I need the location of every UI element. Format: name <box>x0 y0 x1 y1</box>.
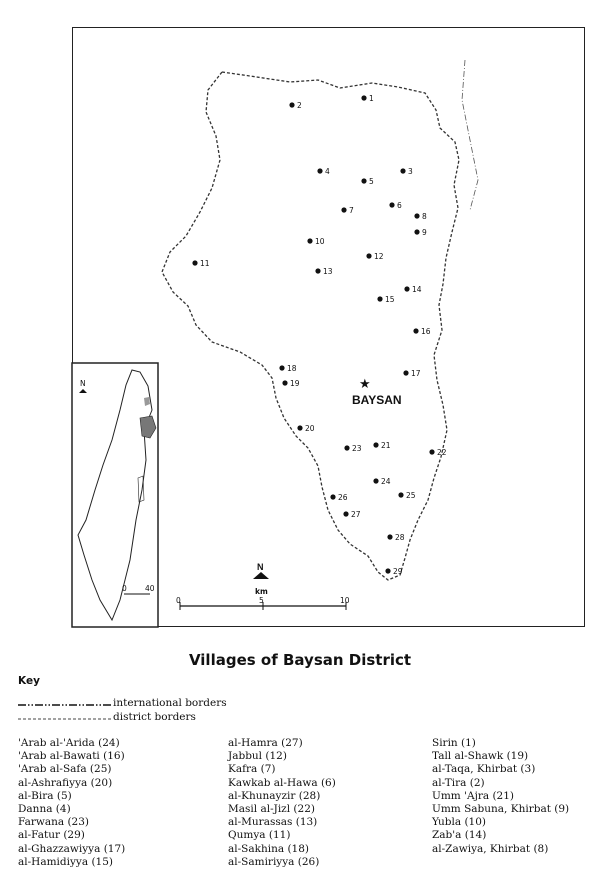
village-marker-label-24: 24 <box>381 477 391 486</box>
village-marker-label-8: 8 <box>422 212 427 221</box>
legend-international-label: international borders <box>113 697 227 709</box>
village-marker-24 <box>373 478 378 483</box>
village-marker-22 <box>429 449 434 454</box>
village-markers <box>192 94 446 576</box>
scale-label-5: 5 <box>259 596 264 605</box>
city-star-icon: ★ <box>359 377 371 392</box>
village-marker-4 <box>317 168 322 173</box>
village-list-item: al-Hamidiyya (15) <box>18 855 113 868</box>
village-marker-2 <box>289 102 294 107</box>
village-marker-10 <box>307 238 312 243</box>
village-marker-label-9: 9 <box>422 228 427 237</box>
village-list-item: al-Sakhina (18) <box>228 842 310 855</box>
village-list-item: al-Taqa, Khirbat (3) <box>432 763 536 776</box>
village-marker-1 <box>361 95 366 100</box>
village-list-item: Zab'a (14) <box>432 829 487 842</box>
village-marker-label-18: 18 <box>287 364 297 373</box>
village-marker-label-3: 3 <box>408 167 413 176</box>
village-marker-label-23: 23 <box>352 444 362 453</box>
village-list-item: al-Samiriyya (26) <box>228 855 320 868</box>
village-marker-label-5: 5 <box>369 177 374 186</box>
village-marker-7 <box>341 207 346 212</box>
village-marker-label-27: 27 <box>351 510 361 519</box>
village-marker-14 <box>404 286 409 291</box>
village-list-item: al-Murassas (13) <box>228 816 318 829</box>
village-marker-19 <box>282 380 287 385</box>
village-list-item: Yubla (10) <box>432 816 487 829</box>
village-marker-label-19: 19 <box>290 379 300 388</box>
village-list-item: Tall al-Shawk (19) <box>432 750 529 763</box>
village-marker-15 <box>377 296 382 301</box>
village-marker-20 <box>297 425 302 430</box>
village-marker-11 <box>192 260 197 265</box>
village-list-item: Jabbul (12) <box>228 750 287 763</box>
inset-scale-end: 40 <box>145 584 155 593</box>
city-label: BAYSAN <box>352 393 402 407</box>
village-marker-17 <box>403 370 408 375</box>
village-marker-label-13: 13 <box>323 267 333 276</box>
village-marker-29 <box>385 568 390 573</box>
key-heading: Key <box>18 675 40 687</box>
international-border-swatch <box>18 702 113 708</box>
village-marker-label-15: 15 <box>385 295 395 304</box>
village-marker-27 <box>343 511 348 516</box>
village-list-item: 'Arab al-Safa (25) <box>18 763 112 776</box>
village-list-item: Umm 'Ajra (21) <box>432 789 514 802</box>
village-list-item: al-Khunayzir (28) <box>228 789 321 802</box>
village-marker-label-4: 4 <box>325 167 330 176</box>
village-marker-5 <box>361 178 366 183</box>
village-list-item: Danna (4) <box>18 803 71 816</box>
village-marker-label-14: 14 <box>412 285 422 294</box>
village-marker-label-17: 17 <box>411 369 421 378</box>
village-marker-label-2: 2 <box>297 101 302 110</box>
village-marker-label-21: 21 <box>381 441 391 450</box>
legend-district-label: district borders <box>113 711 196 723</box>
village-marker-25 <box>398 492 403 497</box>
village-marker-13 <box>315 268 320 273</box>
village-marker-label-16: 16 <box>421 327 431 336</box>
village-marker-26 <box>330 494 335 499</box>
village-list-col2 <box>228 737 336 869</box>
village-list-item: al-Fatur (29) <box>18 829 85 842</box>
village-list-item: Farwana (23) <box>18 816 90 829</box>
village-marker-28 <box>387 534 392 539</box>
district-border <box>162 72 459 580</box>
village-marker-3 <box>400 168 405 173</box>
inset-north-label: N <box>80 379 86 388</box>
village-marker-21 <box>373 442 378 447</box>
north-label: N <box>257 562 264 572</box>
village-list-item: Umm Sabuna, Khirbat (9) <box>432 803 570 816</box>
village-marker-9 <box>414 229 419 234</box>
village-list-item: al-Bira (5) <box>18 789 72 802</box>
village-list-col3 <box>432 737 569 856</box>
village-marker-label-28: 28 <box>395 533 405 542</box>
village-list-col1 <box>18 737 125 869</box>
scale-label-0: 0 <box>176 596 181 605</box>
village-marker-23 <box>344 445 349 450</box>
village-list-item: al-Ashrafiyya (20) <box>18 776 113 789</box>
village-marker-8 <box>414 213 419 218</box>
north-arrow-icon <box>253 572 269 579</box>
village-list-item: 'Arab al-'Arida (24) <box>18 737 120 749</box>
village-marker-label-11: 11 <box>200 259 210 268</box>
village-list-item: Sirin (1) <box>432 737 476 749</box>
village-marker-18 <box>279 365 284 370</box>
village-marker-label-26: 26 <box>338 493 348 502</box>
village-list-item: 'Arab al-Bawati (16) <box>18 750 125 763</box>
village-marker-label-29: 29 <box>393 567 403 576</box>
village-marker-label-6: 6 <box>397 201 402 210</box>
village-list-item: al-Hamra (27) <box>228 737 303 749</box>
village-marker-label-10: 10 <box>315 237 325 246</box>
village-list-item: Qumya (11) <box>228 829 291 842</box>
inset-scale-start: 0 <box>122 584 127 593</box>
village-list-item: al-Zawiya, Khirbat (8) <box>432 842 549 855</box>
village-marker-label-22: 22 <box>437 448 447 457</box>
village-marker-label-7: 7 <box>349 206 354 215</box>
village-marker-label-1: 1 <box>369 94 374 103</box>
scale-label-10: 10 <box>340 596 350 605</box>
map-title: Villages of Baysan District <box>188 651 412 669</box>
district-border-swatch <box>18 716 113 722</box>
village-list-item: Kafra (7) <box>228 763 276 776</box>
village-list-item: al-Ghazzawiyya (17) <box>18 842 126 855</box>
village-marker-6 <box>389 202 394 207</box>
village-marker-label-20: 20 <box>305 424 315 433</box>
scale-unit: km <box>255 587 268 596</box>
village-marker-label-12: 12 <box>374 252 384 261</box>
international-border <box>462 60 478 210</box>
village-marker-16 <box>413 328 418 333</box>
village-marker-12 <box>366 253 371 258</box>
village-list-item: Masil al-Jizl (22) <box>228 803 315 816</box>
village-marker-label-25: 25 <box>406 491 416 500</box>
village-list-item: al-Tira (2) <box>432 776 485 789</box>
village-list-item: Kawkab al-Hawa (6) <box>228 776 336 789</box>
